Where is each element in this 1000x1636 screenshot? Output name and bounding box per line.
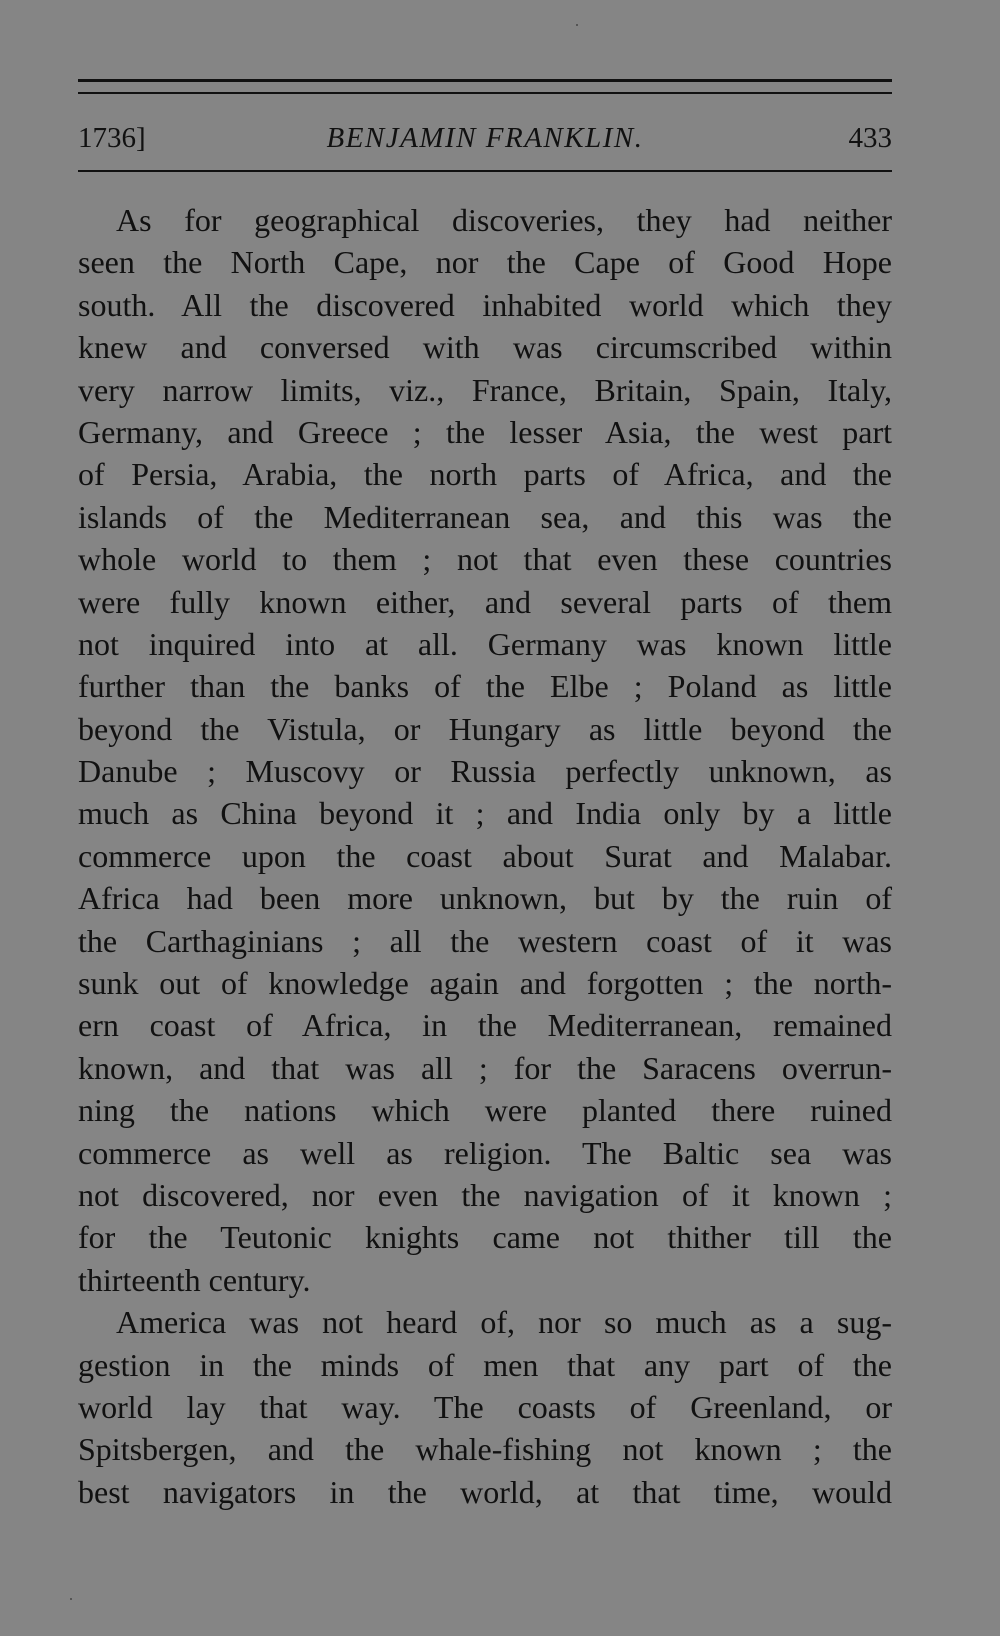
text-line: gestion in the minds of men that any part of the — [78, 1346, 892, 1383]
paper-speck — [70, 1598, 72, 1600]
text-line: whole world to them ; not that even these countries — [78, 541, 892, 578]
text-line: Danube ; Muscovy or Russia perfectly unknown, as — [78, 753, 892, 790]
text-line: seen the North Cape, nor the Cape of Good Hope — [78, 244, 892, 281]
text-line: Spitsbergen, and the whale-fishing not known ; the — [78, 1431, 892, 1468]
text-line: were fully known either, and several parts of them — [78, 583, 892, 620]
text-line: knew and conversed with was circumscribed within — [78, 329, 892, 366]
header-title: BENJAMIN FRANKLIN. — [326, 122, 644, 154]
body-text — [78, 199, 892, 1513]
text-line: known, and that was all ; for the Saracens overrun- — [78, 1049, 892, 1086]
running-head — [78, 116, 892, 160]
top-rule — [78, 79, 892, 82]
text-line: commerce upon the coast about Surat and Malabar. — [78, 837, 892, 874]
text-line: of Persia, Arabia, the north parts of Africa, and the — [78, 456, 892, 493]
text-line: As for geographical discoveries, they had neither — [116, 202, 892, 238]
top-rule-thin — [78, 92, 892, 94]
header-year: 1736] — [78, 122, 146, 154]
text-line: sunk out of knowledge again and forgotten ; the north- — [78, 965, 892, 1002]
text-line: world lay that way. The coasts of Greenland, or — [78, 1388, 892, 1425]
text-line: ning the nations which were planted there ruined — [78, 1092, 892, 1129]
text-line: best navigators in the world, at that time, would — [78, 1473, 892, 1510]
text-line: Germany, and Greece ; the lesser Asia, the west part — [78, 413, 892, 450]
text-line: much as China beyond it ; and India only by a little — [78, 795, 892, 832]
text-line: the Carthaginians ; all the western coast of it was — [78, 922, 892, 959]
header-rule — [78, 170, 892, 172]
paragraph-end-line: thirteenth century. — [78, 1261, 311, 1298]
text-line: further than the banks of the Elbe ; Poland as little — [78, 668, 892, 705]
text-line: very narrow limits, viz., France, Britain, Spain, Italy, — [78, 371, 892, 408]
text-line: for the Teutonic knights came not thither till the — [78, 1219, 892, 1256]
text-line: not discovered, nor even the navigation of it known ; — [78, 1176, 892, 1213]
page-number: 433 — [848, 122, 892, 154]
paper-speck — [576, 24, 578, 26]
text-line: not inquired into at all. Germany was known little — [78, 625, 892, 662]
text-line: America was not heard of, nor so much as a sug- — [116, 1304, 892, 1341]
text-line: south. All the discovered inhabited world which they — [78, 286, 892, 323]
text-line: Africa had been more unknown, but by the ruin of — [78, 880, 892, 917]
text-line: beyond the Vistula, or Hungary as little beyond the — [78, 710, 892, 747]
text-line: islands of the Mediterranean sea, and this was the — [78, 498, 892, 535]
text-line: commerce as well as religion. The Baltic sea was — [78, 1134, 892, 1171]
text-line: ern coast of Africa, in the Mediterranean, remained — [78, 1007, 892, 1044]
